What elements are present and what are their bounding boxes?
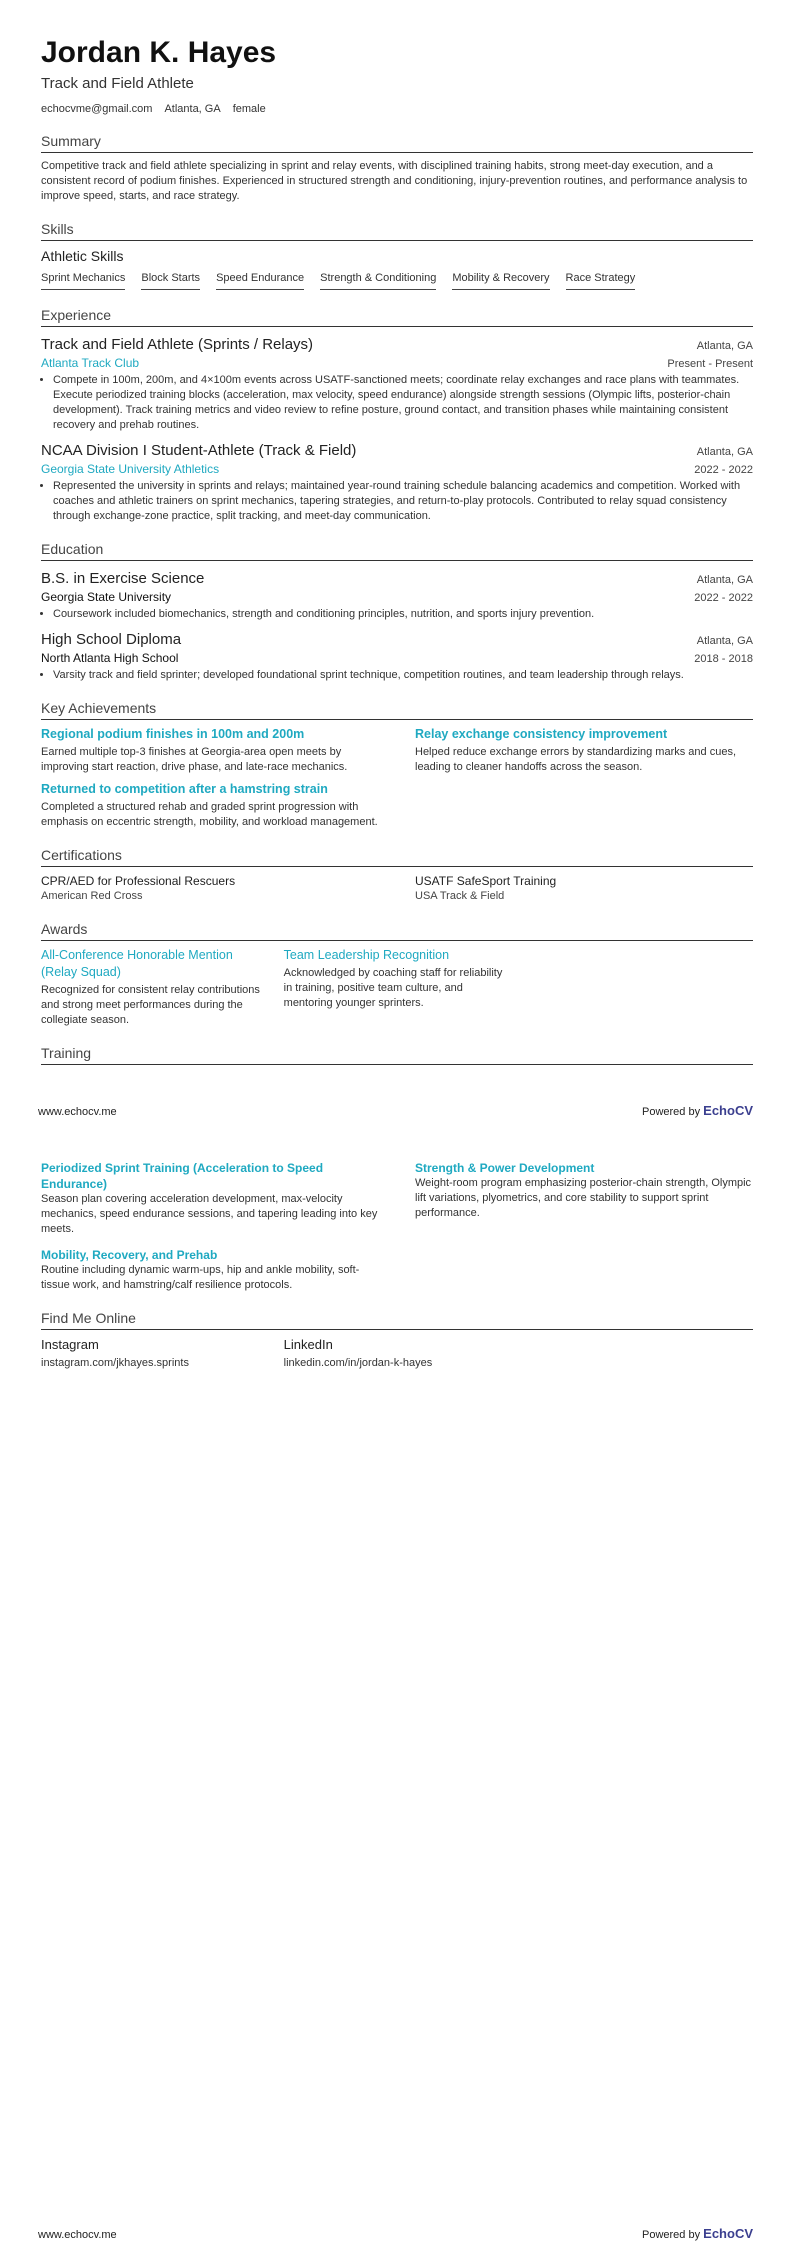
job-organization: Atlanta Track Club [41, 356, 140, 370]
skill-item: Speed Endurance [216, 271, 304, 290]
awards-section [41, 920, 753, 1028]
footer-powered [642, 2226, 753, 2241]
job-dates: 2022 - 2022 [694, 464, 753, 476]
footer-site-link[interactable]: www.echocv.me [38, 2229, 117, 2241]
resume-content [41, 34, 753, 1065]
summary-text: Competitive track and field athlete specializing in sprint and relay events, with disciplined training habits, strong meet-day execution, and a consistent record of podium finishes. Experienced in structured strength and conditioning, injury-prevention routines, and performance analysis to improve speed, starts, and race strategy. [41, 160, 748, 202]
online-section [41, 1309, 753, 1371]
training-title: Mobility, Recovery, and Prehab [41, 1248, 218, 1262]
resume-header [41, 34, 753, 116]
online-grid [41, 1336, 753, 1371]
certification-issuer: American Red Cross [41, 890, 143, 902]
online-item [41, 1336, 268, 1371]
training-item [415, 1160, 753, 1237]
footer-brand-logo: EchoCV [703, 2226, 753, 2241]
skills-category: Athletic Skills [41, 248, 124, 264]
school-name: Georgia State University [41, 590, 172, 604]
experience-section [41, 306, 753, 524]
education-bullet: • Varsity track and field sprinter; developed foundational sprint technique, competition routines, and team leadership through relays. [53, 668, 753, 683]
footer-site-link[interactable]: www.echocv.me [38, 1106, 117, 1118]
contact-gender: female [232, 103, 266, 115]
achievement-item [41, 781, 379, 830]
certifications-grid [41, 873, 753, 904]
candidate-title: Track and Field Athlete [41, 75, 194, 92]
job-bullets [41, 479, 753, 524]
education-bullets [41, 607, 753, 622]
job-bullet: • Compete in 100m, 200m, and 4×100m events across USATF-sanctioned meets; coordinate relay exchanges and race plans with teammates. Execute periodized training blocks (acceleration, max velocity, speed endurance) alongside strength sessions (Olympic lifts, posterior-chain development). Track training metrics and video review to refine posture, ground contact, and transition phases while maintaining consistent recovery and prehab routines. [53, 373, 753, 433]
job-location: Atlanta, GA [696, 446, 753, 458]
education-dates: 2018 - 2018 [694, 653, 753, 665]
awards-heading: Awards [41, 920, 753, 941]
training-text: Routine including dynamic warm-ups, hip and ankle mobility, soft-tissue work, and hamstring/calf resilience protocols. [41, 1264, 360, 1291]
education-location: Atlanta, GA [696, 574, 753, 586]
job-bullets [41, 373, 753, 433]
footer-powered-label: Powered by [642, 1106, 701, 1118]
online-network: Instagram [41, 1337, 99, 1352]
experience-entry [41, 335, 753, 433]
education-entry [41, 569, 753, 622]
job-location: Atlanta, GA [696, 340, 753, 352]
achievement-title: Regional podium finishes in 100m and 200m [41, 727, 305, 741]
education-bullets [41, 668, 753, 683]
award-title: Team Leadership Recognition [283, 948, 450, 962]
page-footer [38, 2226, 753, 2241]
job-dates: Present - Present [667, 358, 753, 370]
certification-item [41, 873, 379, 904]
footer-brand-logo: EchoCV [703, 1103, 753, 1118]
certification-title: USATF SafeSport Training [415, 874, 557, 888]
degree-title: High School Diploma [41, 631, 182, 648]
online-handle-link[interactable]: linkedin.com/in/jordan-k-hayes [283, 1357, 433, 1369]
online-item [284, 1336, 511, 1371]
skills-heading: Skills [41, 220, 753, 241]
education-section [41, 540, 753, 683]
certification-title: CPR/AED for Professional Rescuers [41, 874, 236, 888]
education-dates: 2022 - 2022 [694, 592, 753, 604]
training-title: Strength & Power Development [415, 1161, 595, 1175]
skill-item: Mobility & Recovery [452, 271, 549, 290]
achievement-title: Returned to competition after a hamstring strain [41, 782, 328, 796]
contact-location: Atlanta, GA [164, 103, 221, 115]
job-bullet: • Represented the university in sprints and relays; maintained year-round training schedule balancing academics and competition. Worked with coaches and athletic trainers on sprint mechanics, tapering strategies, and return-to-play protocols. Contributed to relay squad consistency through exchange-zone practice, split tracking, and meet-day communication. [53, 479, 753, 524]
footer-powered-label: Powered by [642, 2229, 701, 2241]
education-entry [41, 630, 753, 683]
certification-item [415, 873, 753, 904]
online-heading: Find Me Online [41, 1309, 753, 1330]
skills-list [41, 271, 753, 290]
skill-item: Block Starts [141, 271, 200, 290]
experience-entry [41, 441, 753, 524]
training-text: Season plan covering acceleration development, max-velocity mechanics, speed endurance sessions, and tapering leading into key meets. [41, 1193, 378, 1235]
award-item [284, 947, 511, 1028]
achievement-text: Earned multiple top-3 finishes at Georgia-area open meets by improving start reaction, drive phase, and late-race mechanics. [41, 746, 348, 773]
certifications-section [41, 846, 753, 904]
training-grid [41, 1160, 753, 1293]
education-location: Atlanta, GA [696, 635, 753, 647]
job-title: Track and Field Athlete (Sprints / Relays) [41, 336, 314, 353]
achievements-section [41, 699, 753, 830]
award-item [41, 947, 268, 1028]
footer-powered [642, 1103, 753, 1118]
achievement-title: Relay exchange consistency improvement [415, 727, 668, 741]
contact-row [41, 102, 753, 116]
online-handle-link[interactable]: instagram.com/jkhayes.sprints [41, 1357, 189, 1369]
certification-issuer: USA Track & Field [415, 890, 505, 902]
award-text: Acknowledged by coaching staff for reliability in training, positive team culture, and mentoring younger sprinters. [283, 967, 503, 1009]
education-heading: Education [41, 540, 753, 561]
training-text: Weight-room program emphasizing posterior-chain strength, Olympic lift variations, plyometrics, and core stability to support sprint performance. [415, 1177, 752, 1219]
achievement-text: Completed a structured rehab and graded sprint progression with emphasis on eccentric strength, mobility, and workload management. [41, 801, 378, 828]
achievement-item [41, 726, 379, 775]
skill-item: Race Strategy [566, 271, 636, 290]
skill-item: Sprint Mechanics [41, 271, 125, 290]
certifications-heading: Certifications [41, 846, 753, 867]
school-name: North Atlanta High School [41, 651, 179, 665]
training-item [41, 1247, 379, 1293]
training-heading: Training [41, 1044, 753, 1065]
online-network: LinkedIn [283, 1337, 333, 1352]
awards-grid [41, 947, 753, 1028]
job-organization: Georgia State University Athletics [41, 462, 220, 476]
achievements-heading: Key Achievements [41, 699, 753, 720]
contact-email[interactable]: echocvme@gmail.com [41, 103, 153, 115]
training-content [41, 1160, 753, 1371]
summary-section [41, 132, 753, 204]
achievements-grid [41, 726, 753, 830]
training-title: Periodized Sprint Training (Acceleration to Speed Endurance) [41, 1161, 324, 1191]
education-bullet: • Coursework included biomechanics, strength and conditioning principles, nutrition, and sports injury prevention. [53, 607, 753, 622]
experience-heading: Experience [41, 306, 753, 327]
summary-heading: Summary [41, 132, 753, 153]
achievement-text: Helped reduce exchange errors by standardizing marks and cues, leading to cleaner handoffs across the season. [415, 746, 737, 773]
page-footer [38, 1103, 753, 1118]
job-title: NCAA Division I Student-Athlete (Track & Field) [41, 442, 357, 459]
achievement-item [415, 726, 753, 775]
award-title: All-Conference Honorable Mention (Relay Squad) [41, 948, 233, 979]
skills-section [41, 220, 753, 290]
training-section [41, 1044, 753, 1065]
award-text: Recognized for consistent relay contributions and strong meet performances during the collegiate season. [41, 984, 260, 1026]
training-item [41, 1160, 379, 1237]
degree-title: B.S. in Exercise Science [41, 570, 205, 587]
skill-item: Strength & Conditioning [320, 271, 436, 290]
candidate-name: Jordan K. Hayes [41, 36, 277, 69]
